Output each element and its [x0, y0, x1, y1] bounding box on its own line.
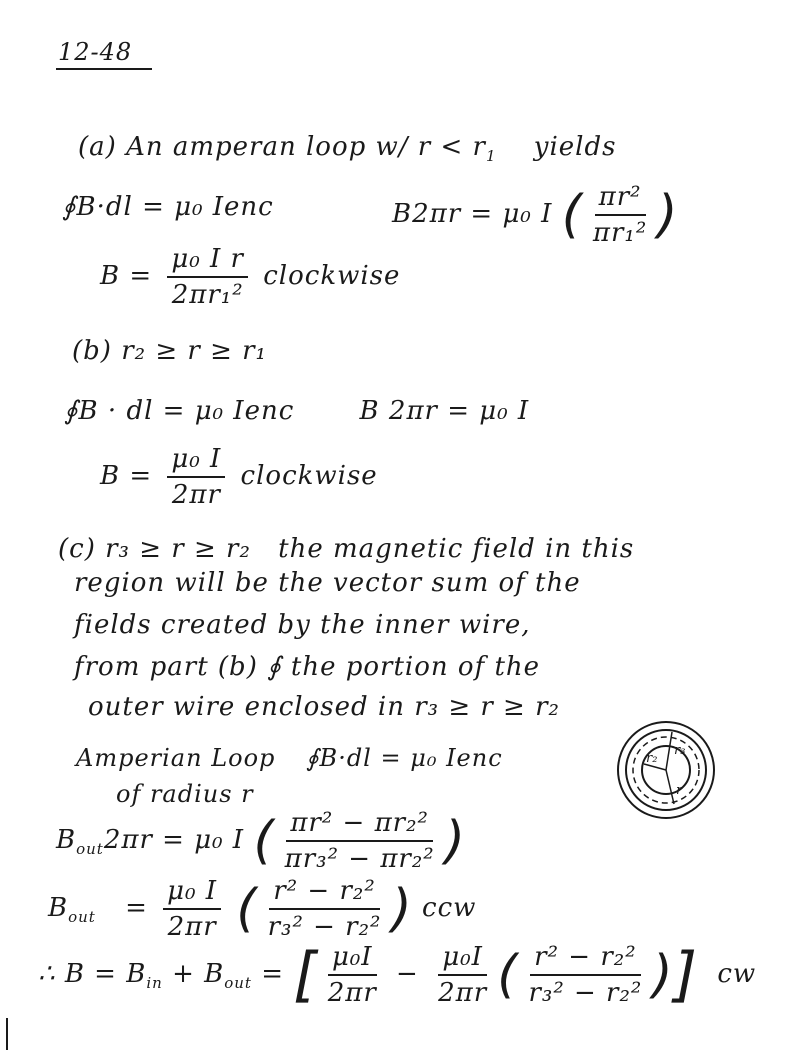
- problem-number-text: 12-48: [58, 38, 133, 66]
- final-t3-den: r₃² − r₂²: [528, 978, 643, 1008]
- label-r2: r₂: [646, 751, 658, 766]
- label-r: r: [676, 783, 683, 798]
- problem-number-underline: [56, 68, 152, 70]
- part-a-eq1-right: [392, 182, 679, 248]
- part-c-text-line-1: the magnetic field in this: [278, 534, 635, 564]
- part-a-result-direction: clockwise: [263, 261, 401, 291]
- problem-number: [58, 38, 132, 66]
- bout2-den: 2πr: [167, 912, 217, 942]
- final-t1-num: μ₀I: [328, 942, 377, 976]
- bout2-fraction-1: [163, 876, 221, 942]
- part-c-line-1: [58, 534, 634, 564]
- part-b-label: (b): [72, 336, 112, 366]
- part-a-eq1-left: [62, 192, 274, 222]
- part-c-final: [38, 940, 756, 1010]
- part-b-condition: [72, 336, 267, 366]
- bout2-sub: out: [68, 908, 96, 927]
- bout-lhs: B: [56, 825, 77, 855]
- coaxial-cable-diagram: [616, 720, 716, 820]
- part-b-result-fraction: [167, 444, 225, 510]
- part-a-result-lhs: B =: [100, 261, 153, 291]
- close-paren: ): [657, 185, 679, 245]
- bout-fraction: [281, 808, 439, 874]
- part-c-loop-line: [76, 744, 503, 772]
- part-a-eq1-fraction: [589, 182, 651, 248]
- part-a-result-fraction: [167, 244, 248, 310]
- final-t2-den: 2πr: [438, 978, 488, 1008]
- part-c-condition: r₃ ≥ r ≥ r₂: [105, 534, 251, 564]
- part-a-result: [100, 244, 400, 310]
- open-paren: (: [497, 945, 519, 1005]
- part-b-eq1-left: ∮B · dl = μ₀ Ienc: [64, 396, 295, 426]
- bout2-num2: r² − r₂²: [269, 876, 379, 910]
- close-bracket: ]: [673, 940, 699, 1010]
- part-c-bout-result: [48, 876, 476, 942]
- part-a-intro: [78, 132, 616, 165]
- final-direction: cw: [717, 959, 757, 989]
- open-paren: (: [253, 811, 275, 871]
- close-paren: ): [652, 945, 674, 1005]
- part-c-label: (c): [58, 534, 96, 564]
- part-c-text-line-2: region will be the vector sum of the: [74, 568, 581, 598]
- bout2-den2: r₃² − r₂²: [267, 912, 382, 942]
- part-a-eq1-right-lhs: B2πr = μ₀ I: [392, 199, 553, 229]
- open-paren: (: [236, 879, 258, 939]
- part-b-result-den: 2πr: [171, 480, 221, 510]
- part-c-line-3: [74, 610, 531, 640]
- part-a-eq1-den: πr₁²: [592, 218, 648, 248]
- part-c-bout-eq: [56, 808, 466, 874]
- part-c-text-line-5: outer wire enclosed in r₃ ≥ r ≥ r₂: [88, 692, 560, 722]
- part-a-result-num: μ₀ I r: [167, 244, 248, 278]
- label-r3: r₃: [674, 743, 686, 758]
- bout2-num: μ₀ I: [163, 876, 221, 910]
- final-minus: −: [396, 959, 419, 989]
- open-bracket: [: [293, 940, 318, 1010]
- part-b-condition-text: r₂ ≥ r ≥ r₁: [121, 336, 267, 366]
- radius-r3-line: [666, 732, 672, 770]
- part-c-line-5: [88, 692, 560, 722]
- bout2-lhs: B: [48, 893, 69, 923]
- bout-mid: 2πr = μ₀ I: [103, 825, 245, 855]
- part-c-loop-eq: ∮B·dl = μ₀ Ienc: [306, 744, 503, 772]
- part-c-loop-radius-text: of radius r: [116, 780, 254, 808]
- radius-r-line: [666, 770, 674, 804]
- final-t3-num: r² − r₂²: [530, 942, 640, 976]
- final-out-sub: out: [224, 974, 252, 993]
- final-term-2: [434, 942, 491, 1008]
- part-b-eq1: [64, 396, 529, 426]
- part-a-intro-text: An amperan loop w/ r < r: [126, 132, 486, 162]
- final-term-3: [524, 942, 646, 1008]
- bout-sub: out: [76, 840, 104, 859]
- part-c-loop-radius: [116, 780, 254, 808]
- bout-num: πr² − πr₂²: [286, 808, 433, 842]
- bout2-eq: =: [125, 893, 148, 923]
- final-t1-den: 2πr: [327, 978, 377, 1008]
- part-c-line-2: [74, 568, 581, 598]
- scan-edge-mark: [6, 1018, 8, 1050]
- part-a-eq1-left-text: ∮B·dl = μ₀ Ienc: [62, 192, 274, 222]
- final-lhs: B = B: [64, 959, 147, 989]
- part-c-loop-label: Amperian Loop: [76, 744, 276, 772]
- part-a-label: (a): [78, 132, 117, 162]
- part-b-eq1-right: B 2πr = μ₀ I: [359, 396, 530, 426]
- part-a-intro-sub: 1: [485, 147, 497, 166]
- part-c-line-4: [74, 652, 540, 682]
- part-a-result-den: 2πr₁²: [171, 280, 244, 310]
- bout-den: πr₃² − πr₂²: [284, 844, 435, 874]
- bout2-direction: ccw: [422, 893, 477, 923]
- part-a-eq1-num: πr²: [595, 182, 646, 216]
- final-in-sub: in: [146, 974, 163, 993]
- final-term-1: [324, 942, 381, 1008]
- therefore-symbol: ∴: [38, 959, 56, 989]
- part-b-result-num: μ₀ I: [167, 444, 225, 478]
- part-b-result-direction: clockwise: [240, 461, 378, 491]
- bout2-fraction-2: [264, 876, 386, 942]
- part-c-text-line-4: from part (b) ∮ the portion of the: [74, 652, 541, 682]
- final-plus: + B: [172, 959, 225, 989]
- final-eq: =: [261, 959, 285, 989]
- final-t2-num: μ₀I: [438, 942, 487, 976]
- part-a-intro-end: yields: [533, 132, 617, 162]
- part-b-result: [100, 444, 378, 510]
- part-c-text-line-3: fields created by the inner wire,: [74, 610, 531, 640]
- close-paren: ): [444, 811, 466, 871]
- close-paren: ): [391, 879, 413, 939]
- part-b-result-lhs: B =: [100, 461, 153, 491]
- open-paren: (: [561, 185, 583, 245]
